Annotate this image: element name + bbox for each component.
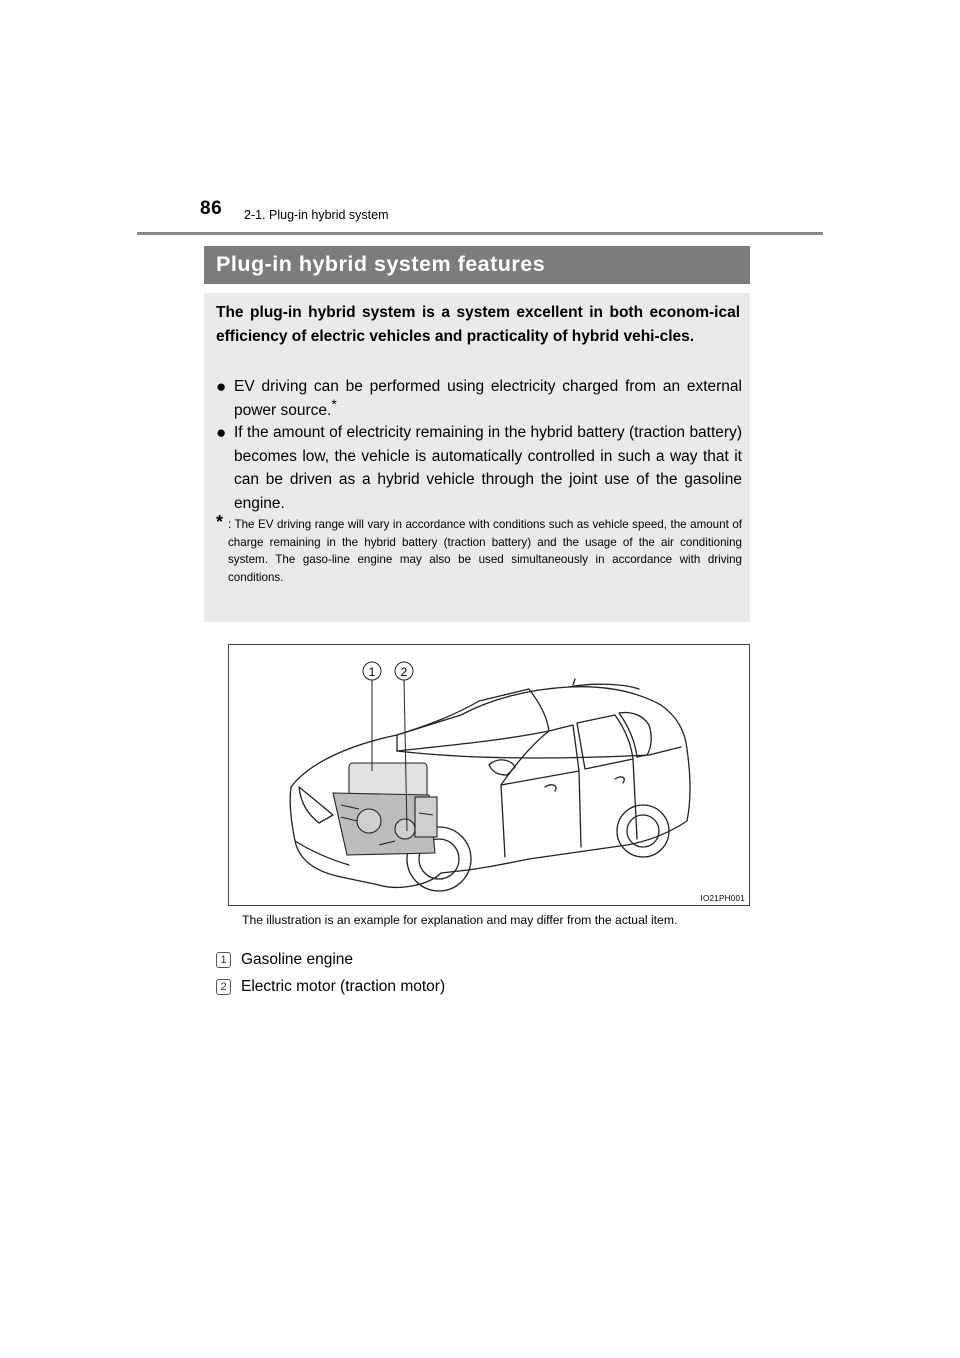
bullet-item-hybrid-control [216,421,742,515]
door-handle-rear [615,777,624,783]
legend-number-badge: 2 [216,979,231,995]
side-window-front [501,725,579,785]
bullet-dot-icon: ● [216,423,227,442]
rear-wheel-outer [617,805,669,857]
bullet-dot-icon: ● [216,377,227,396]
bullet-text: EV driving can be performed using electricity charged from an external power source. [234,378,742,419]
rear-wheel-inner [627,815,659,847]
headlight [299,787,333,823]
front-bumper [295,841,349,865]
legend-label: Gasoline engine [241,951,354,968]
page-number: 86 [200,198,223,219]
intro-box [204,293,750,622]
footnote-reference-mark: * [331,395,337,412]
door-handle-front [545,785,556,791]
rear-quarter-window [619,713,651,758]
footnote-star-mark: * [216,512,224,532]
door-line-front [501,785,505,857]
figure-caption: The illustration is an example for explanation and may differ from the actual item. [242,913,678,927]
bullet-item-ev-driving [216,375,742,422]
header-rule [137,232,823,235]
windshield [397,689,549,751]
section-reference: 2-1. Plug-in hybrid system [244,208,389,222]
footnote-text: : The EV driving range will vary in accordance with conditions such as vehicle speed, the amount of charge remaining in the hybrid battery (traction battery) and the usage of the air conditioning system. The gaso-line engine may also be used simultaneously in accordance with driving conditions. [228,518,742,584]
callout-1-badge [363,662,381,680]
car-drawing [229,645,749,905]
intro-lead: The plug-in hybrid system is a system excellent in both econom-ical efficiency of electric vehicles and practicality of hybrid vehi-cles. [216,304,740,345]
vehicle-illustration [228,644,750,906]
bullet-text: If the amount of electricity remaining in the hybrid battery (traction battery) becomes low, the vehicle is automatically controlled in such a way that it can be driven as a hybrid vehicle through the joint use of the gasoline engine. [234,424,742,512]
page-title: Plug-in hybrid system features [216,252,546,276]
callout-2-label: 2 [400,665,408,679]
legend-label: Electric motor (traction motor) [241,978,446,995]
figure-code: IO21PH001 [700,894,745,903]
callout-1-label: 1 [368,665,376,679]
door-line-rear [633,759,637,839]
callout-2-badge [395,662,413,680]
side-mirror [489,760,515,775]
footnote [216,512,742,586]
legend-number-badge: 1 [216,952,231,968]
powertrain-cluster [333,763,437,855]
antenna [573,679,575,685]
title-bar [204,246,750,284]
side-window-rear [577,715,633,769]
door-line-middle [579,771,581,847]
